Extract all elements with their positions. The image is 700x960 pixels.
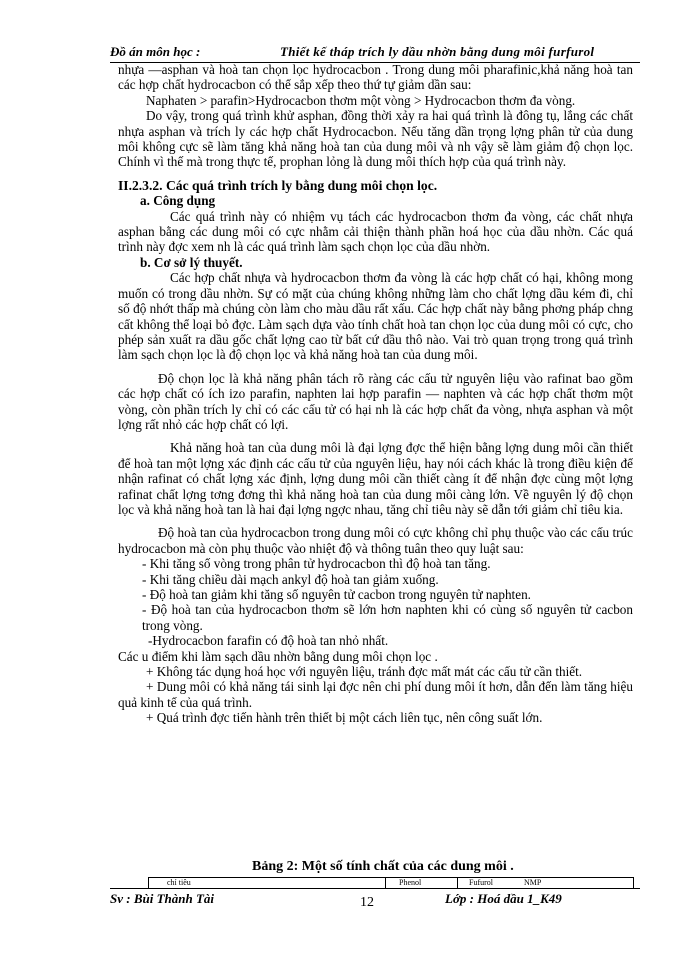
paragraph: Do vậy, trong quá trình khử asphan, đồng thời xảy ra hai quá trình là đông tụ, lắng các chất nhựa asphan và trích ly các hợp chất Hydrocacbon. Nếu tăng dần trọng lợng phân tử của dung môi không cực sẽ làm tăng khả năng hoà tan của dung môi và nh vậy sẽ làm giảm độ chọn lọc. Chính vì thế mà trong thực tế, prophan lỏng là dung môi thích hợp của quá trình này. (118, 108, 633, 170)
table-top-edge (148, 877, 634, 888)
list-item: - Khi tăng chiều dài mạch ankyl độ hoà tan giảm xuống. (142, 571, 439, 587)
paragraph: Khả năng hoà tan của dung môi là đại lợng đợc thể hiện bằng lợng dung môi cần thiết để hoà tan một lợng xác định các cấu tử của nguyên liệu, hay nói cách khác là trong điều kiện để nhận rafinat có chất lợng xác định, lợng dung môi cần thiết càng ít để nhận đợc cùng một lợng rafinat chất lợng tơng đơng thì khả năng hoà tan của dung môi càng lớn. Về nguyên lý độ chọn lọc và khả năng hoà tan là hai đại lợng ngợc nhau, tăng chỉ tiêu này sẽ dẫn tới giảm chỉ tiêu kia. (118, 440, 633, 517)
table-caption: Bảng 2: Một số tính chất của các dung môi . (252, 859, 514, 874)
list-item: + Dung môi có khả năng tái sinh lại đợc nên chi phí dung môi ít hơn, dẫn đến làm tăng hiệu quả kinh tế của quá trình. (118, 679, 633, 710)
list-item: + Quá trình đợc tiến hành trên thiết bị một cách liên tục, nên công suất lớn. (146, 710, 543, 726)
table-header-cell: NMP (524, 878, 542, 887)
section-heading: II.2.3.2. Các quá trình trích ly bằng dung môi chọn lọc. (118, 177, 438, 193)
table-header-cell: Fufurol (469, 878, 493, 887)
paragraph: Naphaten > parafin>Hydrocacbon thơm một vòng > Hydrocacbon thơm đa vòng. (146, 92, 576, 108)
paragraph: nhựa —asphan và hoà tan chọn lọc hydrocacbon . Trong dung môi pharafinic,khả năng hoà tan các hợp chất hydrocacbon có thể sắp xếp theo thứ tự giảm dần sau: (118, 62, 633, 93)
list-item: -Hydrocacbon farafin có độ hoà tan nhỏ nhất. (148, 633, 389, 649)
header-project-title: Thiết kế tháp trích ly dầu nhờn bằng dung môi furfurol (280, 44, 595, 59)
footer-student: Sv : Bùi Thành Tài (110, 891, 215, 906)
rules-list (118, 556, 633, 648)
advantages-title: Các u điểm khi làm sạch dầu nhờn bằng dung môi chọn lọc . (118, 648, 438, 664)
page-number: 12 (360, 895, 374, 910)
list-item: + Không tác dụng hoá học với nguyên liệu, tránh đợc mất mát các cấu tử cần thiết. (146, 664, 583, 680)
footer-class: Lớp : Hoá dầu 1_K49 (445, 891, 562, 906)
table-header-cell: Phenol (399, 878, 422, 887)
header-course-label: Đồ án môn học : (110, 44, 201, 59)
paragraph: Các hợp chất nhựa và hydrocacbon thơm đa vòng là các hợp chất có hại, không mong muốn có trong dầu nhờn. Sự có mặt của chúng không những làm cho chất lợng dầu kém đi, chỉ số độ nhớt thấp mà chúng còn làm cho màu dầu rất xấu. Các hợp chất này bằng phơng pháp chng cất không thể loại bỏ đợc. Làm sạch dựa vào tính chất hoà tan chọn lọc của dung môi có cực, cho phép sản xuất ra dầu gốc chất lợng cao từ bất cứ dầu thô nào. Vai trò quan trọng trong quá trình làm sạch chọn lọc là độ chọn lọc và khả năng hoà tan của dung môi. (118, 270, 633, 363)
subheading-b: b. Cơ sở lý thuyết. (140, 254, 243, 270)
paragraph: Các quá trình này có nhiệm vụ tách các hydrocacbon thơm đa vòng, các chất nhựa asphan bằng các dung môi có cực nhằm cải thiện thành phần hoá học của dầu nhờn. Các quá trình này đợc xem nh là các quá trình làm sạch chọn lọc của dầu nhờn. (118, 208, 633, 255)
paragraph: Độ hoà tan của hydrocacbon trong dung môi có cực không chỉ phụ thuộc vào các cấu trúc hydrocacbon mà còn phụ thuộc vào nhiệt độ và thông tuân theo quy luật sau: (118, 525, 633, 556)
list-item: - Độ hoà tan giảm khi tăng số nguyên tử cacbon trong nguyên tử naphten. (142, 587, 531, 602)
page-header (110, 44, 640, 63)
page-footer (110, 888, 640, 909)
subheading-a: a. Công dụng (140, 193, 216, 209)
document-body (118, 62, 633, 726)
list-item: - Khi tăng số vòng trong phân tử hydrocacbon thì độ hoà tan tăng. (142, 556, 491, 572)
list-item: - Độ hoà tan của hydrocacbon thơm sẽ lớn hơn naphten khi có cùng số nguyên tử cacbon trong vòng. (142, 602, 633, 633)
table-header-cell: chỉ tiêu (167, 878, 191, 887)
paragraph: Độ chọn lọc là khả năng phân tách rõ ràng các cấu tử nguyên liệu vào rafinat bao gồm các hợp chất có ích izo parafin, naphten lai hợp parafin — naphten và các hợp chất thơm một vòng, còn phần trích ly chỉ có các cấu tử có hại nh là các hợp chất đa vòng, nhựa asphan và một lợng rất nhỏ các hợp chất có lợi. (118, 370, 633, 432)
